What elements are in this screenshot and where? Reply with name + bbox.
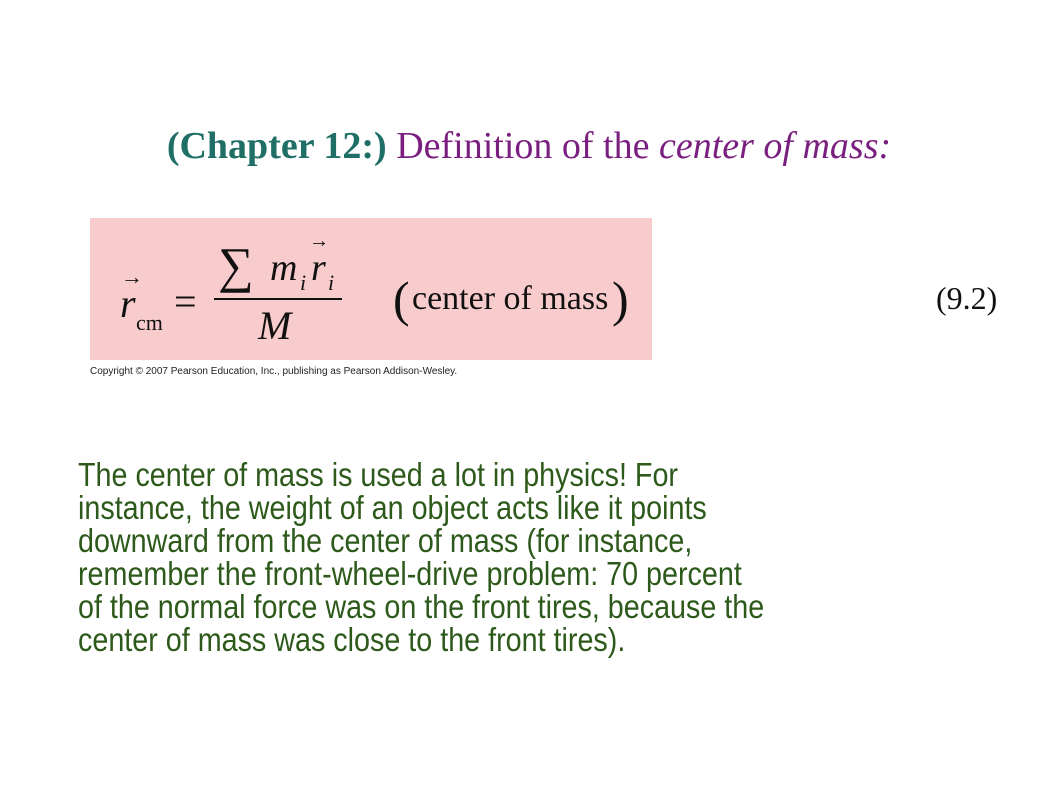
numerator-r: r <box>311 247 326 289</box>
numerator-m-index: i <box>300 270 307 295</box>
numerator-m: m <box>270 247 298 289</box>
paren-close: ) <box>612 271 629 327</box>
vector-arrow-ri: → <box>309 230 329 252</box>
body-line: remember the front-wheel-drive problem: 70 percent <box>78 555 742 592</box>
summation-symbol: ∑ <box>218 237 254 293</box>
slide-title <box>0 122 1058 170</box>
denominator-M: M <box>258 303 292 348</box>
equation-box <box>90 218 652 360</box>
body-paragraph <box>78 458 905 656</box>
equals-sign: = <box>174 279 197 324</box>
copyright-notice: Copyright © 2007 Pearson Education, Inc., publishing as Pearson Addison-Wesley. <box>90 366 458 377</box>
lhs-r: r <box>120 281 136 326</box>
definition-label: Definition of the <box>386 125 659 167</box>
body-line: of the normal force was on the front tires, because the <box>78 588 765 625</box>
chapter-label: (Chapter 12:) <box>166 125 387 167</box>
body-line: instance, the weight of an object acts like it points <box>78 489 707 526</box>
paren-open: ( <box>393 271 410 327</box>
fraction-bar <box>214 298 342 300</box>
equation-number: (9.2) <box>936 280 998 316</box>
equation-label: center of mass <box>412 280 609 317</box>
body-line: The center of mass is used a lot in physics! For <box>78 456 678 493</box>
body-line: center of mass was close to the front tires). <box>78 621 626 658</box>
body-line: downward from the center of mass (for instance, <box>78 522 693 559</box>
center-of-mass-term: center of mass: <box>658 125 892 167</box>
vector-arrow-lhs: → <box>121 264 143 289</box>
lhs-subscript: cm <box>136 310 163 335</box>
numerator-r-index: i <box>328 270 335 295</box>
